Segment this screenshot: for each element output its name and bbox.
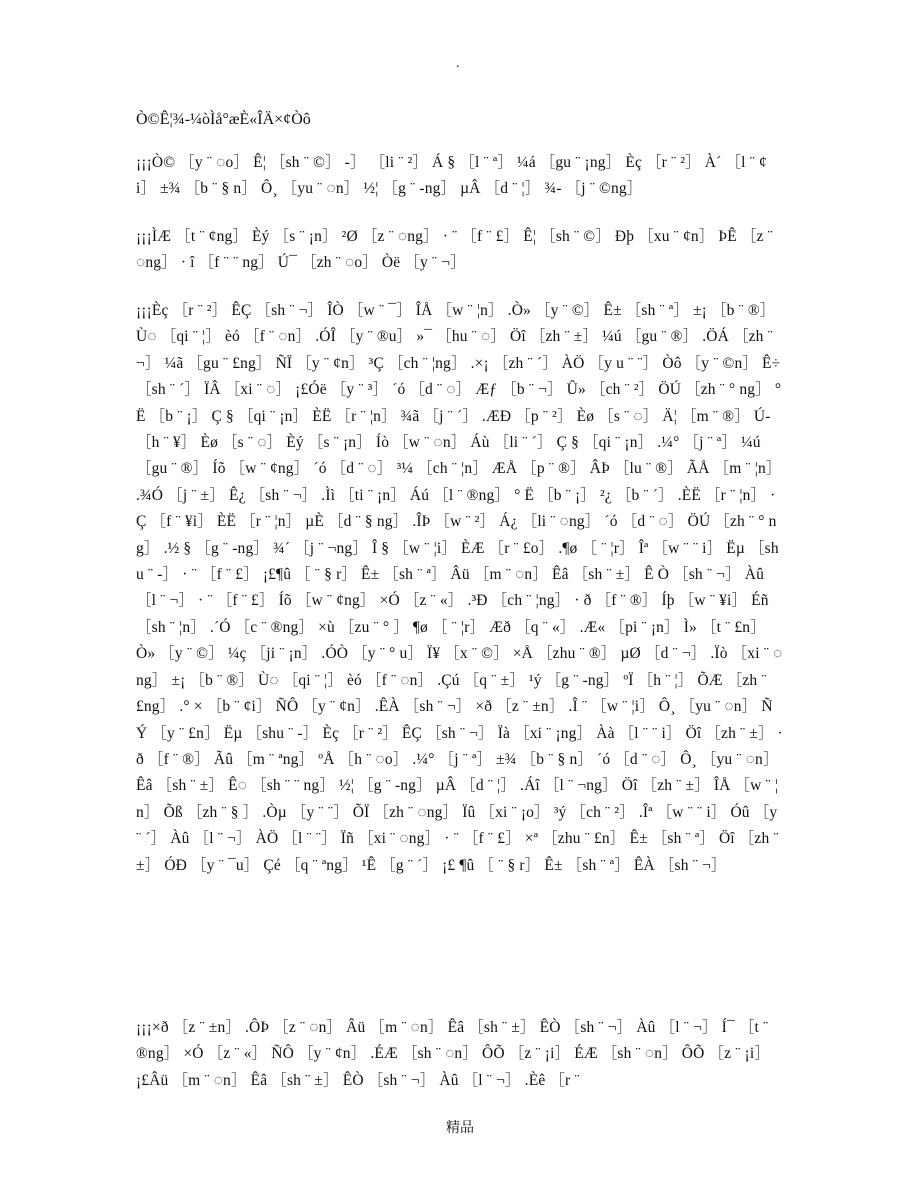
paragraph-2: ¡¡¡ÌÆ ［t ¨ ¢ng］ Èý ［s ¨ ¡n］ ²Ø ［z ¨ ◌ng］ · ¨ ［f ¨ £］ Ê¦ ［sh ¨ ©］ Ðþ ［xu ¨ ¢n］ ÞÊ ［z ¨ ◌ng］ · î ［f ¨ ¨ ng］ Ú¯ ［zh ¨ ◌o］ Òë ［y ¨ ¬］ [136,228,773,272]
paragraph-4: ¡¡¡×ð ［z ¨ ±n］ .ÔÞ ［z ¨ ◌n］ Âü ［m ¨ ◌n］ Êâ ［sh ¨ ±］ ÊÒ ［sh ¨ ¬］ Àû ［l ¨ ¬］ Í¯ ［t ¨ ®ng］ ×Ó ［z ¨ «］ ÑÔ ［y ¨ ¢n］ .ÉÆ ［sh ¨ ◌n］ ÔÕ ［z ¨ ¡i］ ÉÆ ［sh ¨ ◌n］ ÔÕ ［z ¨ ¡i］ ¡£Âü ［m ¨ ◌n］ Êâ ［sh ¨ ±］ ÊÒ ［sh ¨ ¬］ Àû ［l ¨ ¬］ .Èê ［r ¨ [136,1019,770,1089]
footer-label: 精品 [446,1120,474,1136]
header-dot: . [456,56,460,71]
paragraph-3: ¡¡¡Èç ［r ¨ ²］ ÊÇ ［sh ¨ ¬］ ÎÒ ［w ¨ ¯］ ÎÅ ［w ¨ ¦n］ .Ò» ［y ¨ ©］ Ê± ［sh ¨ ª］ ±¡ ［b ¨ ®］ Ù◌ ［qi ¨ ¦］ èó ［f ¨ ◌n］ .ÓÎ ［y ¨ ®u］ »¯ ［hu ¨ ◌］ Öî ［zh ¨ ±］ ¼ú ［gu ¨ ®］ .ÖÁ ［zh ¨ ¬］ ¼ã ［gu ¨ £ng］ ÑÏ ［y ¨ ¢n］ ³Ç ［ch ¨ ¦ng］ .×¡ ［zh ¨ ´］ ÀÖ ［y u ¨ ¨］ Òô ［y ¨ ©n］ Ê÷ ［sh ¨ ´］ ÏÂ ［xi ¨ ◌］ ¡£Óë ［y ¨ ³］ ´ó ［d ¨ ◌］ Æƒ ［b ¨ ¬］ Û» ［ch ¨ ²］ ÖÚ ［zh ¨ ° ng］ ° Ë ［b ¨ ¡］ Ç § ［qi ¨ ¡n］ ÈË ［r ¨ ¦n］ ¾ã ［j ¨ ´］ .ÆÐ ［p ¨ ²］ Èø ［s ¨ ◌］ Ä¦ ［m ¨ ®］ Ú- ［h ¨ ¥］ Èø ［s ¨ ◌］ Èý ［s ¨ ¡n］ Íò ［w ¨ ◌n］ Áù ［li ¨ ´］ Ç § ［qi ¨ ¡n］ .¼° ［j ¨ ª］ ¼ú ［gu ¨ ®］ Íõ ［w ¨ ¢ng］ ´ó ［d ¨ ◌］ ³¼ ［ch ¨ ¦n］ ÆÅ ［p ¨ ®］ ÂÞ ［lu ¨ ®］ ÃÅ ［m ¨ ¦n］ .¾Ó ［j ¨ ±］ Ê¿ ［sh ¨ ¬］ .Ìì ［ti ¨ ¡n］ Áú ［l ¨ ®ng］ ° Ë ［b ¨ ¡］ ²¿ ［b ¨ ´］ .ÈË ［r ¨ ¦n］ · Ç ［f ¨ ¥i］ ÈË ［r ¨ ¦n］ µÈ ［d ¨ § ng］ .ÎÞ ［w ¨ ²］ Á¿ ［li ¨ ◌ng］ ´ó ［d ¨ ◌］ ÖÚ ［zh ¨ ° ng］ .½ § ［g ¨ -ng］ ¾´ ［j ¨ ¬ng］ Î § ［w ¨ ¦i］ ÈÆ ［r ¨ £o］ .¶ø ［ ¨ ¦r］ Îª ［w ¨ ¨ i］ Ëµ ［shu ¨ -］ · ¨ ［f ¨ £］ ¡£¶û ［ ¨ § r］ Ê± ［sh ¨ ª］ Âü ［m ¨ ◌n］ Êâ ［sh ¨ ±］ Ê Ò ［sh ¨ ¬］ Àû ［l ¨ ¬］ · ¨ ［f ¨ £］ Íõ ［w ¨ ¢ng］ ×Ó ［z ¨ «］ .³Ð ［ch ¨ ¦ng］ · ð ［f ¨ ®］ Íþ ［w ¨ ¥i］ Éñ ［sh ¨ ¦n］ .´Ó ［c ¨ ®ng］ ×ù ［zu ¨ ° ］ ¶ø ［ ¨ ¦r］ Æð ［q ¨ «］ .Æ« ［pi ¨ ¡n］ Ì» ［t ¨ £n］ Ò» ［y ¨ ©］ ¼ç ［ji ¨ ¡n］ .ÓÒ ［y ¨ ° u］ Ï¥ ［x ¨ ©］ ×Å ［zhu ¨ ®］ µØ ［d ¨ ¬］ .Ïò ［xi ¨ ◌ng］ ±¡ ［b ¨ ®］ Ù◌ ［qi ¨ ¦］ èó ［f ¨ ◌n］ .Çú ［q ¨ ±］ ¹ý ［g ¨ -ng］ ºÏ ［h ¨ ¦］ ÕÆ ［zh ¨ £ng］ .° × ［b ¨ ¢i］ ÑÔ ［y ¨ ¢n］ .ÊÀ ［sh ¨ ¬］ ×ð ［z ¨ ±n］ .Î ¨ ［w ¨ ¦i］ Ô¸ ［yu ¨ ◌n］ ÑÝ ［y ¨ £n］ Ëµ ［shu ¨ -］ Èç ［r ¨ ²］ ÊÇ ［sh ¨ ¬］ Ïà ［xi ¨ ¡ng］ Àà ［l ¨ ¨ i］ Öî ［zh ¨ ±］ · ð ［f ¨ ®］ Ãû ［m ¨ ªng］ ºÅ ［h ¨ ◌o］ .¼° ［j ¨ ª］ ±¾ ［b ¨ § n］ ´ó ［d ¨ ◌］ Ô¸ ［yu ¨ ◌n］ Êâ ［sh ¨ ±］ Ê◌ ［sh ¨ ¨ ng］ ½¦ ［g ¨ -ng］ µÂ ［d ¨ ¦］ .Áî ［l ¨ ¬ng］ Öî ［zh ¨ ±］ ÎÅ ［w ¨ ¦n］ Õß ［zh ¨ § ］ .Òµ ［y ¨ ¨］ ÕÏ ［zh ¨ ◌ng］ Ïû ［xi ¨ ¡o］ ³ý ［ch ¨ ²］ .Îª ［w ¨ ¨ i］ Óû ［y ¨ ´］ Àû ［l ¨ ¬］ ÀÖ ［l ¨ ¨］ Ïñ ［xi ¨ ◌ng］ · ¨ ［f ¨ £］ ×ª ［zhu ¨ £n］ Ê± ［sh ¨ ª］ Öî ［zh ¨ ±］ ÓÐ ［y ¨ ¯u］ Çé ［q ¨ ªng］ ¹Ê ［g ¨ ´］ ¡£ ¶û ［ ¨ § r］ Ê± ［sh ¨ ª］ ÊÀ ［sh ¨ ¬］ [136,302,783,874]
document-title: Ò©Ê¦¾-¼òÌå°æÈ«ÎÄ×¢Òô [136,111,311,128]
paragraph-1: ¡¡¡Ò© ［y ¨ ◌o］ Ê¦ ［sh ¨ ©］ -］ ［li ¨ ²］ Á § ［l ¨ ª］ ¼á ［gu ¨ ¡ng］ Èç ［r ¨ ²］ À´ ［l ¨ ¢i］ ±¾ ［b ¨ § n］ Ô¸ ［yu ¨ ◌n］ ½¦ ［g ¨ -ng］ µÂ ［d ¨ ¦］ ¾- ［j ¨ ©ng］ [136,154,767,198]
